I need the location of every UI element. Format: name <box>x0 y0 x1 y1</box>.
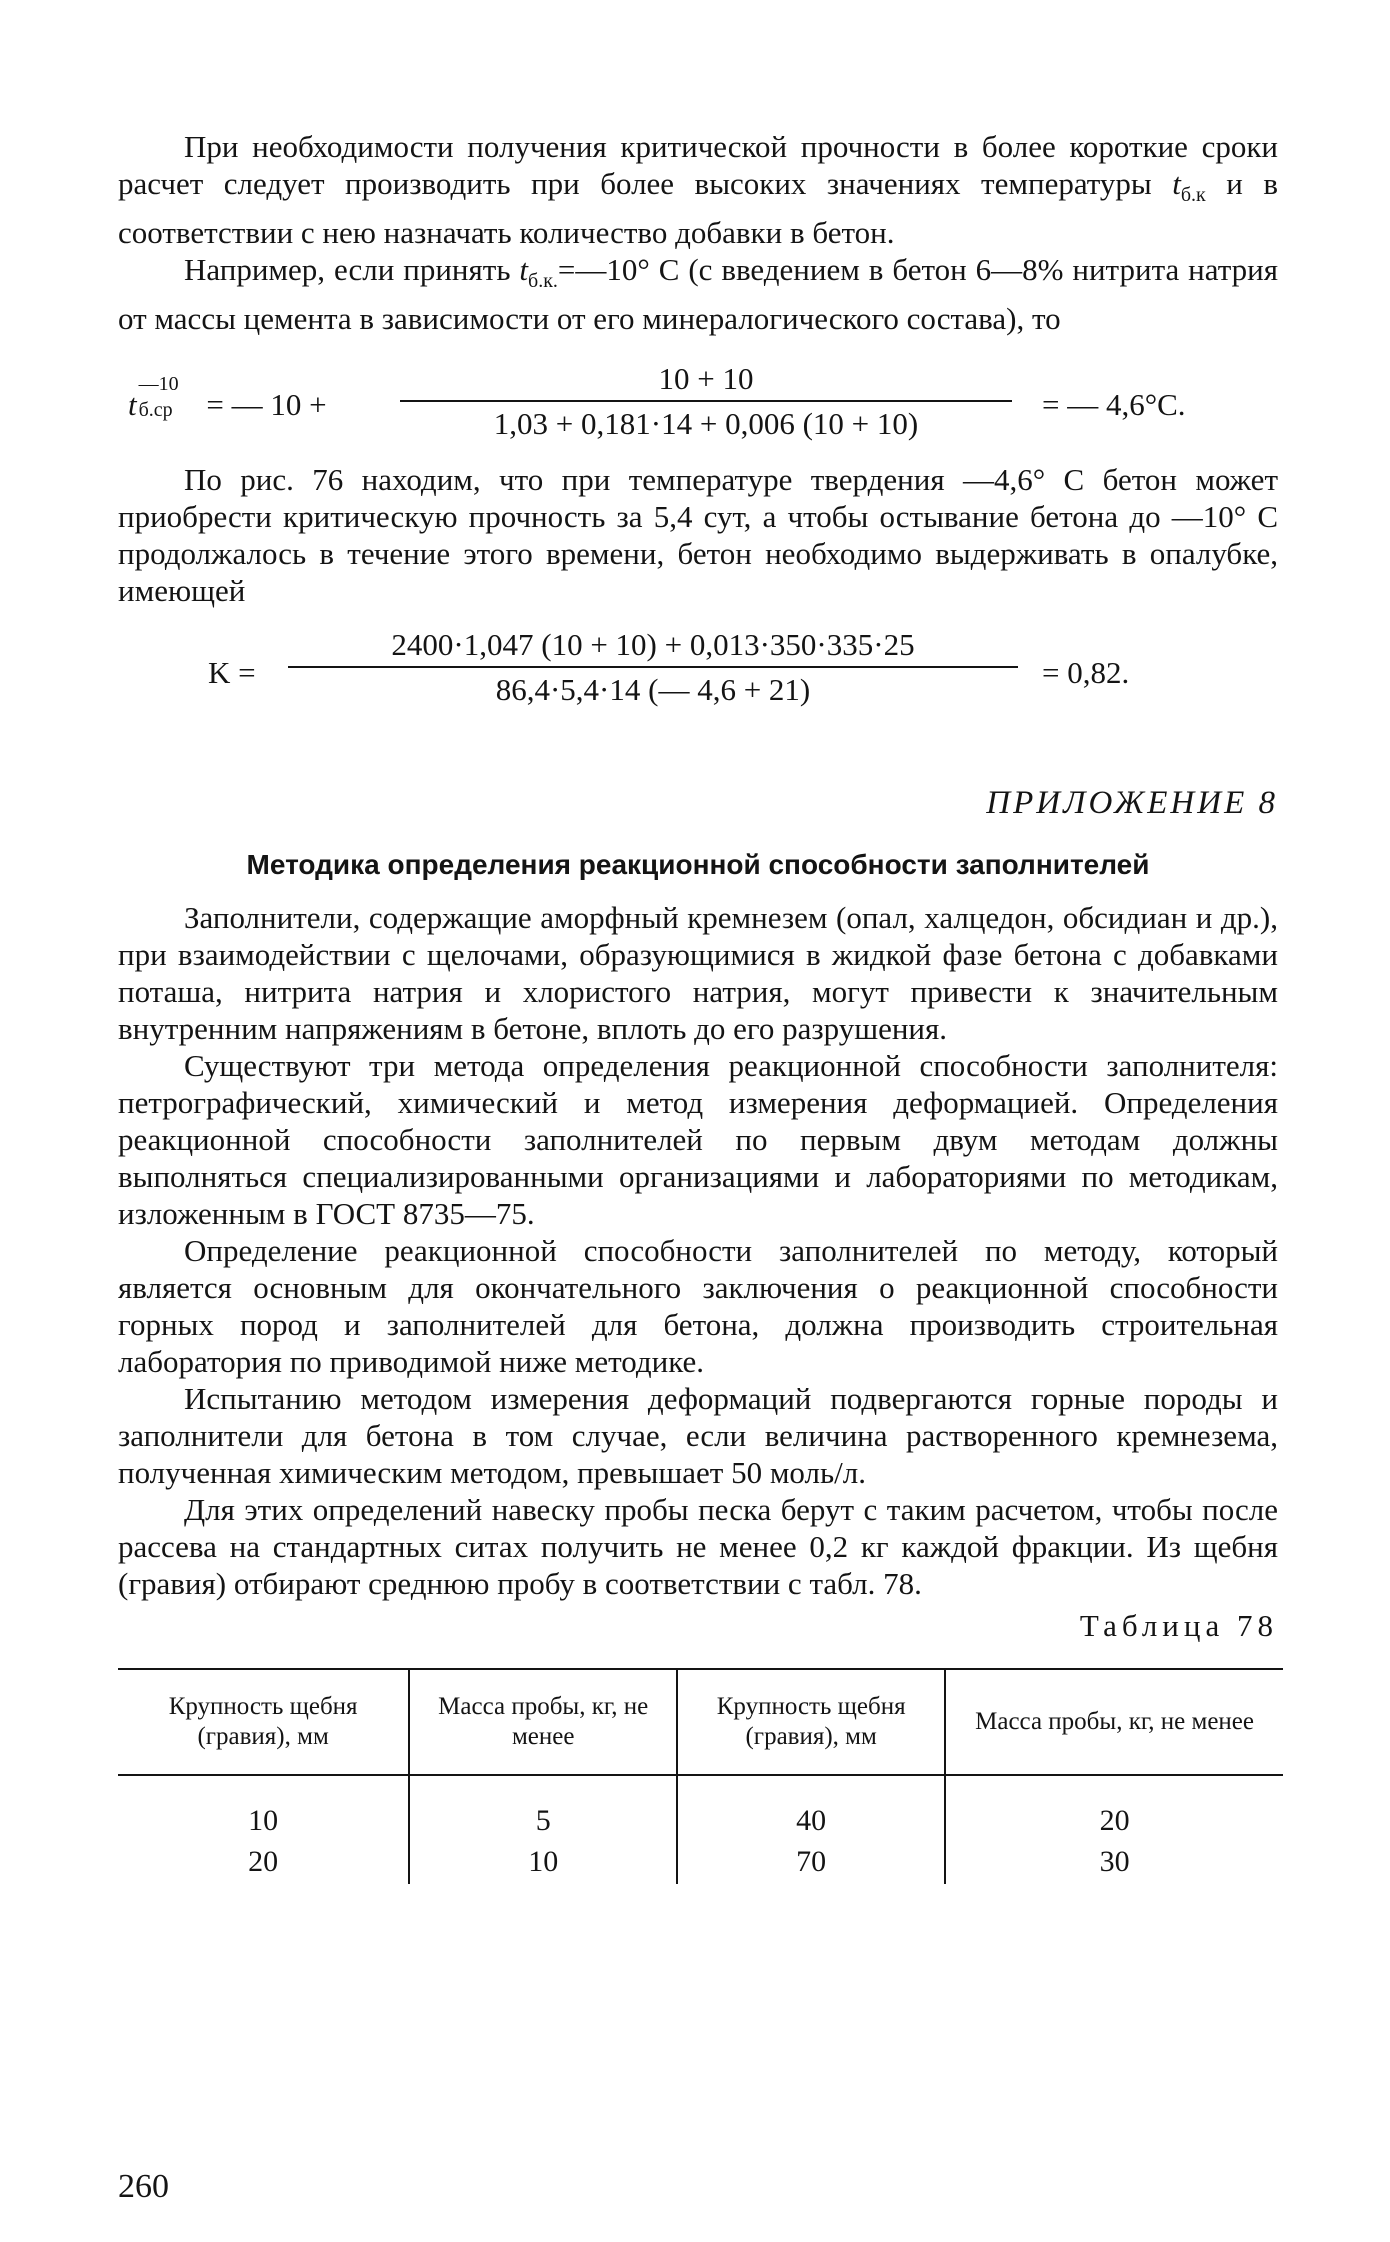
formula-denominator: 86,4·5,4·14 (— 4,6 + 21) <box>495 672 811 708</box>
formula-result: = — 4,6°С. <box>1042 387 1186 423</box>
table-cell: 20 <box>248 1845 279 1879</box>
paragraph-body-2: Существуют три метода определения реакционной способности заполнителя: петрографический, химический и метод измерения деформацией. Определения реакционной способности заполнителей по первым двум методам должны выполняться специализированными организациями и лабораториями по методикам, изложенным в ГОСТ 8735—75. <box>118 1048 1278 1232</box>
formula-fraction <box>400 361 1012 442</box>
formula-lhs-rest: = — 10 + <box>206 387 327 423</box>
paragraph-body-3: Определение реакционной способности заполнителей по методу, который является основным для окончательного заключения о реакционной способности горных пород и заполнителей для бетона, должна производить строительная лаборатория по приводимой ниже методике. <box>118 1233 1278 1380</box>
paragraph-body-4: Испытанию методом измерения деформаций подвергаются горные породы и заполнители для бетона в том случае, если величина растворенного кремнезема, полученная химическим методом, превышает 50 моль/л. <box>118 1381 1278 1491</box>
subscript: б.к <box>1180 184 1206 207</box>
appendix-heading: ПРИЛОЖЕНИЕ 8 <box>986 785 1278 822</box>
subscript: б.к. <box>528 270 558 293</box>
text-span: Например, если принять <box>184 252 520 288</box>
table-cell: 70 <box>677 1843 945 1884</box>
table-header: Крупность щебня (гравия), мм <box>677 1669 945 1775</box>
subscript: б.ср <box>138 399 173 422</box>
symbol-t: t <box>1172 166 1181 201</box>
table-header: Масса пробы, кг, не менее <box>945 1669 1283 1775</box>
table-row <box>118 1843 1283 1884</box>
table-row <box>118 1775 1283 1843</box>
symbol-t: t <box>519 252 529 288</box>
paragraph-figure-76: По рис. 76 находим, что при температуре твердения —4,6° С бетон может приобрести критическую прочность за 5,4 сут, а чтобы остывание бетона до —10° С продолжалось в течение этого времени, бетон необходимо выдерживать в опалубке, имеющей <box>118 462 1278 609</box>
table-cell: 10 <box>248 1804 279 1838</box>
table-cell: 10 <box>409 1843 677 1884</box>
formula-result: = 0,82. <box>1042 655 1130 691</box>
formula-lhs <box>128 373 327 423</box>
data-table <box>118 1668 1283 1884</box>
superscript: —10 <box>138 373 179 396</box>
page-body <box>118 128 1278 1884</box>
table-cell: 5 <box>409 1775 677 1843</box>
formula-numerator: 10 + 10 <box>658 361 754 397</box>
paragraph-critical-strength <box>118 128 1278 251</box>
fraction-bar <box>400 400 1012 402</box>
text-span: При необходимости получения критической прочности в более короткие сроки расчет следует производить при более высоких значениях температуры <box>118 129 1278 201</box>
formula-fraction <box>288 627 1018 708</box>
paragraph-body-5: Для этих определений навеску пробы песка берут с таким расчетом, чтобы после рассева на стандартных ситах получить не менее 0,2 кг каждой фракции. Из щебня (гравия) отбирают среднюю пробу в соответствии с табл. 78. <box>118 1492 1278 1602</box>
text-span: =—10° С (с введением в бетон 6—8% нитрита натрия от массы цемента в зависимости от его минералогического состава), то <box>118 252 1279 337</box>
table-header-row <box>118 1669 1283 1775</box>
table-caption: Таблица 78 <box>1079 1608 1278 1644</box>
section-title: Методика определения реакционной способности заполнителей <box>246 849 1150 881</box>
formula-numerator: 2400·1,047 (10 + 10) + 0,013·350·335·25 <box>391 627 915 663</box>
table-cell: 20 <box>945 1775 1283 1843</box>
symbol-t: t <box>128 387 137 423</box>
page-number: 260 <box>118 2168 169 2205</box>
paragraph-body-1: Заполнители, содержащие аморфный кремнезем (опал, халцедон, обсидиан и др.), при взаимодействии с щелочами, образующимися в жидкой фазе бетона с добавками поташа, нитрита натрия и хлористого натрия, могут привести к значительным внутренним напряжениям в бетоне, вплоть до его разрушения. <box>118 900 1278 1047</box>
table-header: Масса пробы, кг, не менее <box>409 1669 677 1775</box>
paragraph-example <box>118 251 1278 337</box>
table-cell: 30 <box>945 1843 1283 1884</box>
fraction-bar <box>288 666 1018 668</box>
table-cell: 40 <box>677 1775 945 1843</box>
formula-lhs: K = <box>208 655 256 691</box>
formula-temperature <box>118 351 1278 455</box>
text-span: и в соответствии с нею назначать количество добавки в бетон. <box>118 166 1278 251</box>
table-header: Крупность щебня (гравия), мм <box>118 1669 409 1775</box>
formula-k <box>118 619 1278 723</box>
formula-denominator: 1,03 + 0,181·14 + 0,006 (10 + 10) <box>493 406 919 442</box>
